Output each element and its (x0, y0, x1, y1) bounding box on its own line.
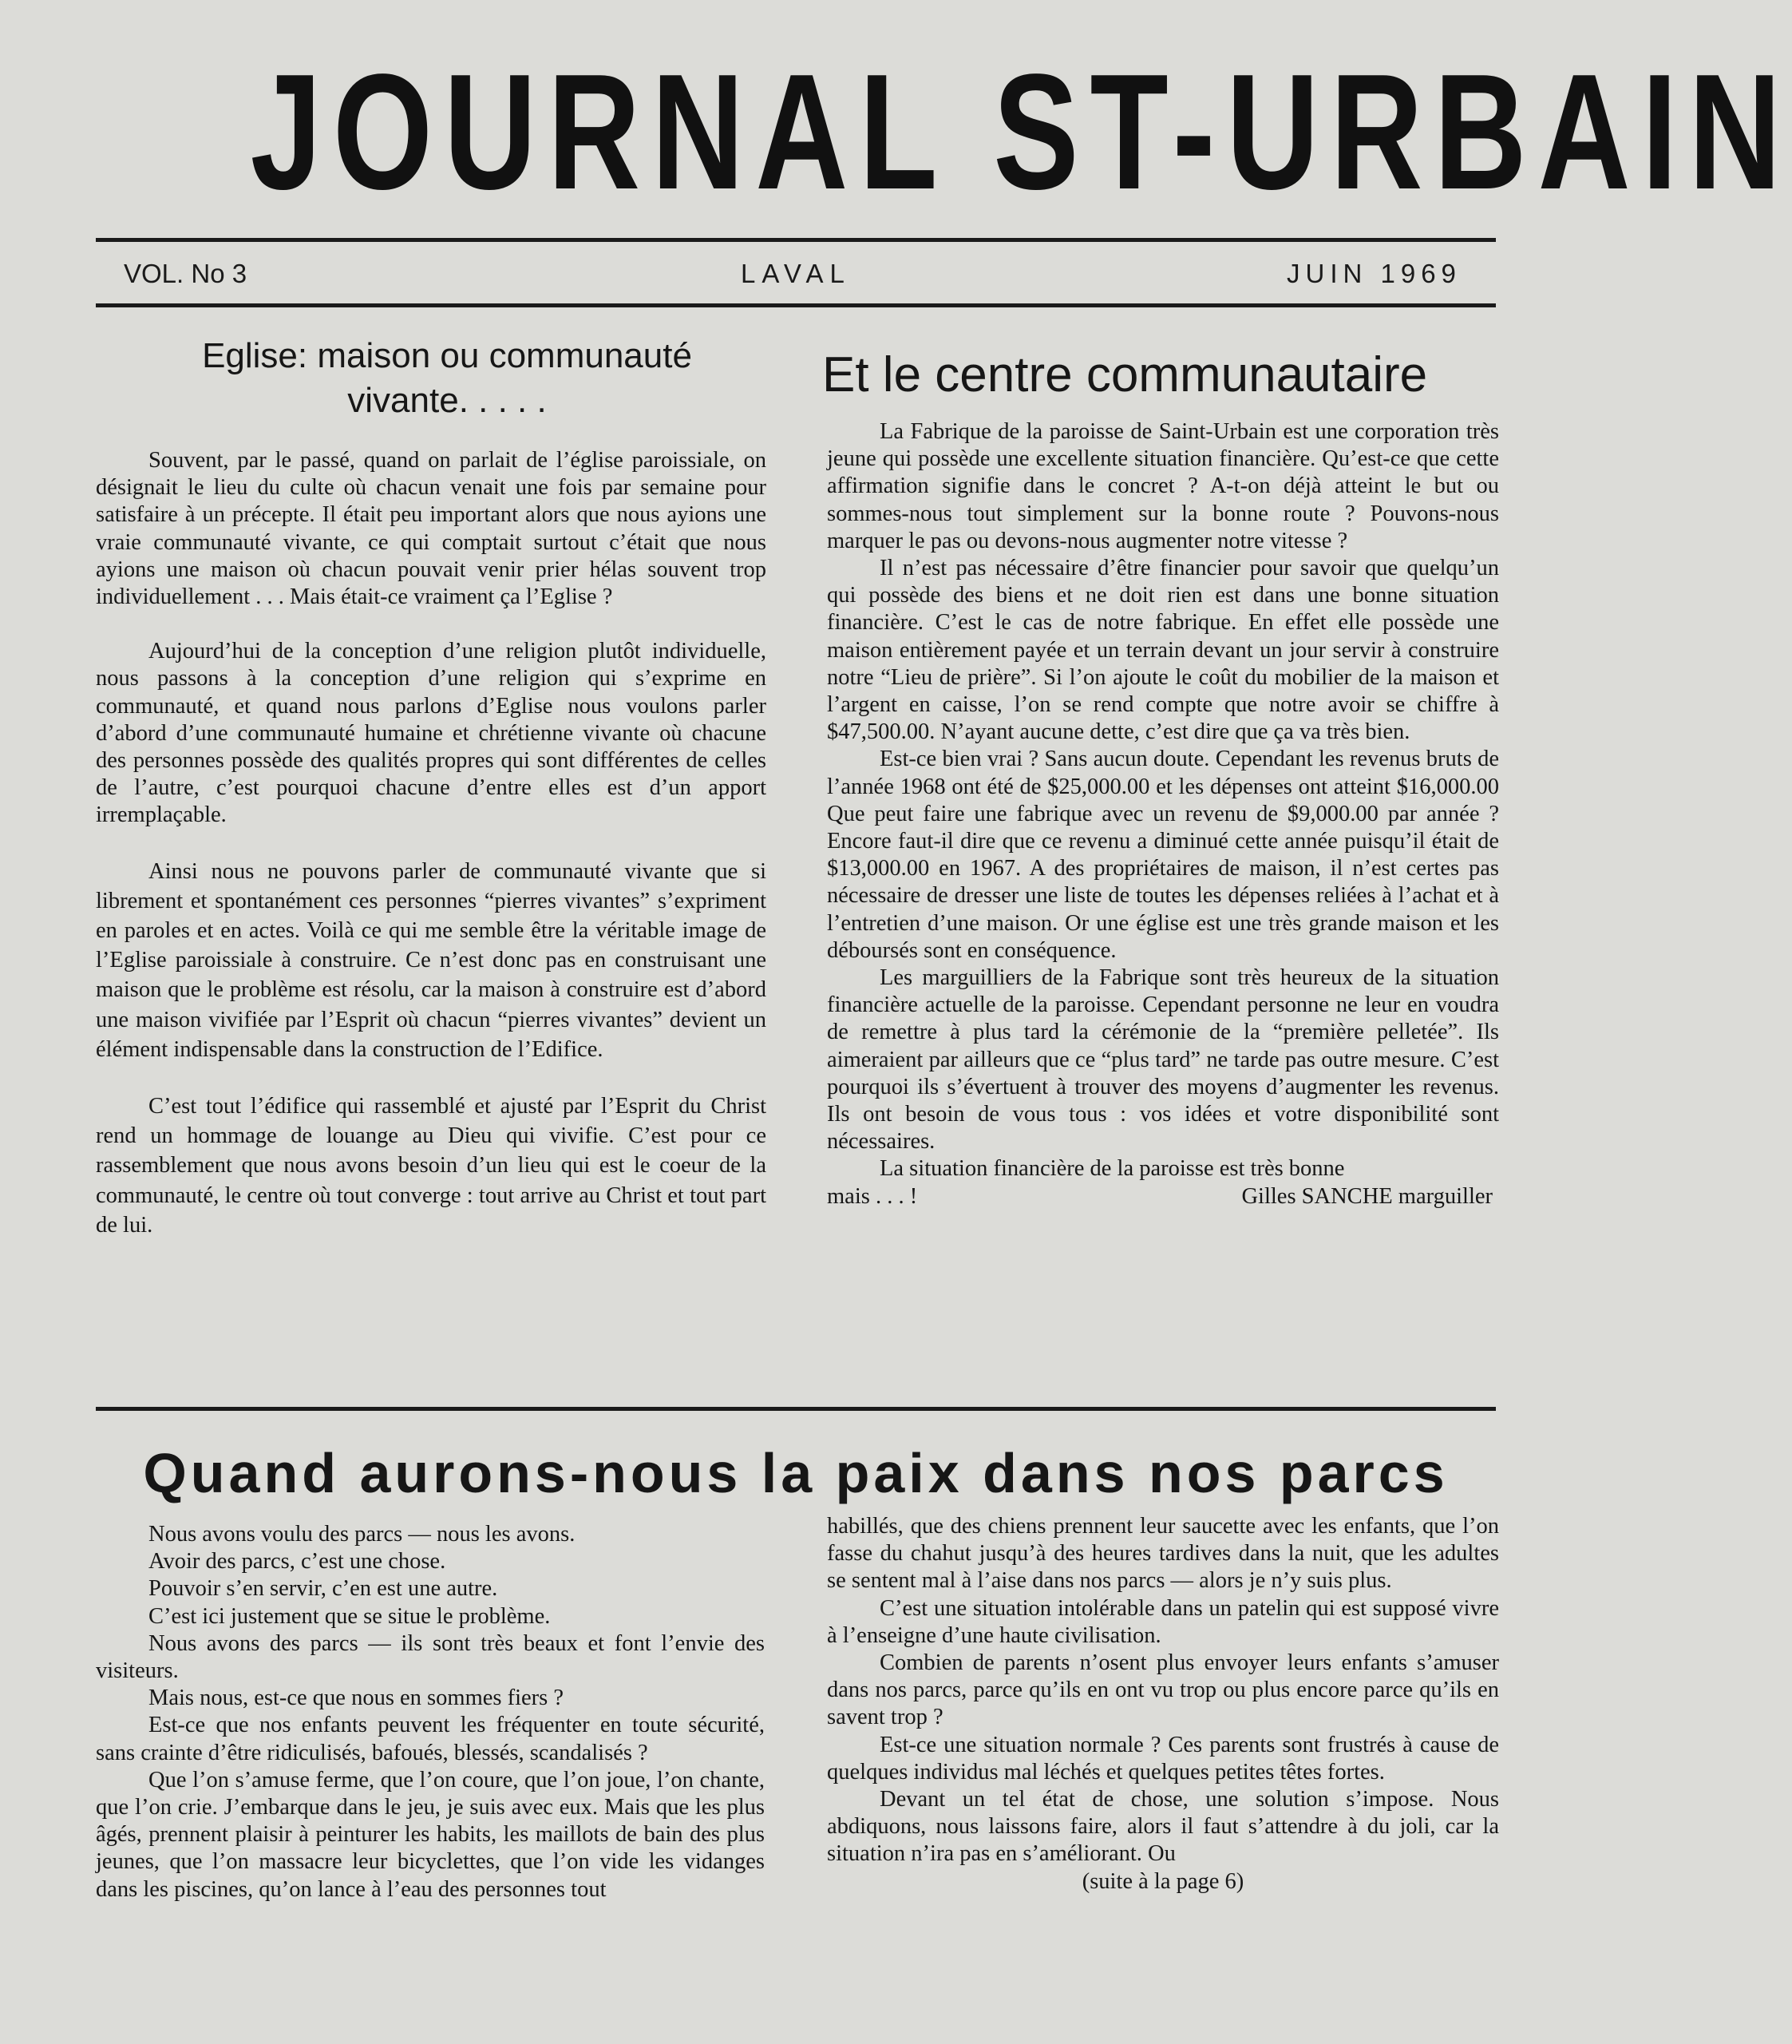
paragraph: Est-ce bien vrai ? Sans aucun doute. Cependant les revenus bruts de l’année 1968 ont été de $25,000.00 et les dépenses ont atteint $16,000.00 Que peut faire une fabrique avec un revenu de $9,000.00 par année ? Encore faut-il dire que ce revenu a diminué cette année puisqu’il était de $13,000.00 en 1967. A des propriétaires de maison, il n’est certes pas nécessaire de dresser une liste de toutes les dépenses reliées à l’achat et à l’entretien d’une maison. Or une église est une très grande maison et les déboursés sont en conséquence. (827, 747, 1499, 963)
paragraph: Souvent, par le passé, quand on parlait de l’église paroissiale, on désignait le lieu du culte où chacun venait une fois par semaine pour satisfaire à un précepte. Il était peu important alors que nous ayions une vraie communauté vivante, ce qui comptait surtout c’était que nous ayions une maison où chacun pouvait venir prier hélas souvent trop individuellement . . . Mais était-ce vraiment ça l’Eglise ? (96, 448, 766, 610)
paragraph: Nous avons voulu des parcs — nous les avons. (148, 1522, 576, 1547)
paragraph-continuation: habillés, que des chiens prennent leur saucette avec les enfants, que l’on fasse du chahut jusqu’à des heures tardives dans la nuit, que les adultes se sentent mal à l’aise dans nos parcs — alors je n’y suis plus. (827, 1514, 1499, 1594)
paragraph: Combien de parents n’osent plus envoyer leurs enfants s’amuser dans nos parcs, parce qu’ils en ont vu trop ou plus encore parce qu’ils en savent trop ? (827, 1650, 1499, 1730)
article-right-headline: Et le centre communautaire (822, 347, 1428, 402)
paragraph: La Fabrique de la paroisse de Saint-Urbain est une corporation très jeune qui possède une excellente situation financière. Qu’est-ce que cette affirmation signifie dans le concret ? A-t-on déjà atteint le but ou sommes-nous tout simplement sur la bonne route ? Pouvons-nous marquer le pas ou devons-nous augmenter notre vitesse ? (827, 419, 1499, 553)
paragraph: Nous avons des parcs — ils sont très beaux et font l’envie des visiteurs. (96, 1630, 765, 1684)
paragraph: Devant un tel état de chose, une solution s’impose. Nous abdiquons, nous laissons faire, alors il faut s’attendre à du joli, car la situation n’ira pas en s’améliorant. Ou (827, 1787, 1499, 1867)
article-left-headline (112, 334, 782, 423)
paragraph: C’est une situation intolérable dans un patelin qui est supposé vivre à l’enseigne d’une haute civilisation. (827, 1595, 1499, 1648)
article-bottom-column-1 (96, 1521, 765, 1903)
paragraph: Que l’on s’amuse ferme, que l’on coure, que l’on joue, l’on chante, que l’on crie. J’embarque dans le jeu, je suis avec eux. Mais que les plus âgés, prennent plaisir à peinturer les habits, les maillots de bain des plus jeunes, que l’on massacre leur bicyclettes, que l’on vide les vidanges dans les piscines, qu’on lance à l’eau des personnes tout (96, 1767, 765, 1902)
paragraph: C’est tout l’édifice qui rassemblé et ajusté par l’Esprit du Christ rend un hommage de louange au Dieu qui vivifie. C’est pour ce rassemblement que nous avons besoin d’un lieu qui est le coeur de la communauté, le centre où tout converge : tout arrive au Christ et tout part de lui. (96, 1094, 766, 1238)
headline-line: Eglise: maison ou communauté (202, 336, 692, 375)
paragraph: Est-ce une situation normale ? Ces parents sont frustrés à cause de quelques individus mal léchés et quelques petites têtes fortes. (827, 1732, 1499, 1785)
paragraph: Les marguilliers de la Fabrique sont très heureux de la situation financière actuelle de la paroisse. Cependant personne ne leur en voudra de remettre à plus tard la cérémonie de la “première pelletée”. Ils aimeraient par ailleurs que ce “plus tard” ne tarde pas outre mesure. C’est pourquoi ils s’évertuent à trouver des moyens d’augmenter les revenus. Ils ont besoin de vous tous : vos idées et votre disponibilité sont nécessaires. (827, 965, 1499, 1155)
closing-text: mais . . . ! (827, 1183, 918, 1209)
paragraph: Il n’est pas nécessaire d’être financier pour savoir que quelqu’un qui possède des biens et ne doit rien est dans une bonne situation financière. C’est le cas de notre fabrique. En effet elle possède une maison entièrement payée et un terrain devant un jour servir à construire notre “Lieu de prière”. Si l’on ajoute le coût du mobilier de la maison et l’argent en caisse, l’on se rend compte que notre avoir se chiffre à $47,500.00. N’ayant aucune dette, c’est dire que ça va très bien. (827, 556, 1499, 745)
masthead-rule-bottom (96, 303, 1496, 307)
issue-date: JUIN 1969 (1287, 259, 1462, 288)
article-bottom-headline: Quand aurons-nous la paix dans nos parcs (143, 1442, 1449, 1504)
paragraph: La situation financière de la paroisse est très bonne (880, 1156, 1345, 1182)
signoff-line (827, 1183, 1499, 1210)
paragraph: Avoir des parcs, c’est une chose. (148, 1549, 446, 1575)
paragraph: Pouvoir s’en servir, c’en est une autre. (148, 1576, 498, 1602)
paragraph: Aujourd’hui de la conception d’une religion plutôt individuelle, nous passons à la conception d’une religion qui s’exprime en communauté, et quand nous parlons d’Eglise nous voulons parler d’abord d’une communauté humaine et chrétienne vivante où chacune des personnes possède des qualités propres qui sont différentes de celles de l’autre, c’est pourquoi chacune d’entre elles est d’un apport irremplaçable. (96, 639, 766, 828)
dateline-city: LAVAL (741, 259, 851, 288)
continued-note: (suite à la page 6) (1082, 1868, 1244, 1894)
paragraph: Est-ce que nos enfants peuvent les fréquenter en toute sécurité, sans crainte d’être ridiculisés, bafoués, blessés, scandalisés ? (96, 1713, 765, 1765)
paragraph: Ainsi nous ne pouvons parler de communauté vivante que si librement et spontanément ces personnes “pierres vivantes” s’expriment en paroles et en actes. Voilà ce qui me semble être la véritable image de l’Eglise paroissiale à construire. Ce n’est donc pas en construisant une maison que le problème est résolu, car la maison à construire est d’abord une maison vivifiée par l’Esprit où chacun “pierres vivantes” devient un élément indispensable dans la construction de l’Edifice. (96, 858, 766, 1062)
article-left-body (96, 447, 766, 1267)
author-signature: Gilles SANCHE marguiller (1241, 1183, 1493, 1209)
article-right-body (827, 418, 1499, 1210)
headline-line: vivante. . . . . (347, 381, 547, 420)
section-divider (96, 1407, 1496, 1411)
masthead-rule-top (96, 238, 1496, 242)
volume-number: VOL. No 3 (124, 259, 247, 288)
paragraph: Mais nous, est-ce que nous en sommes fiers ? (148, 1686, 564, 1711)
article-bottom-column-2 (827, 1513, 1499, 1895)
paragraph: C’est ici justement que se situe le problème. (148, 1603, 551, 1629)
masthead-title: JOURNAL ST-URBAIN (250, 40, 1792, 224)
